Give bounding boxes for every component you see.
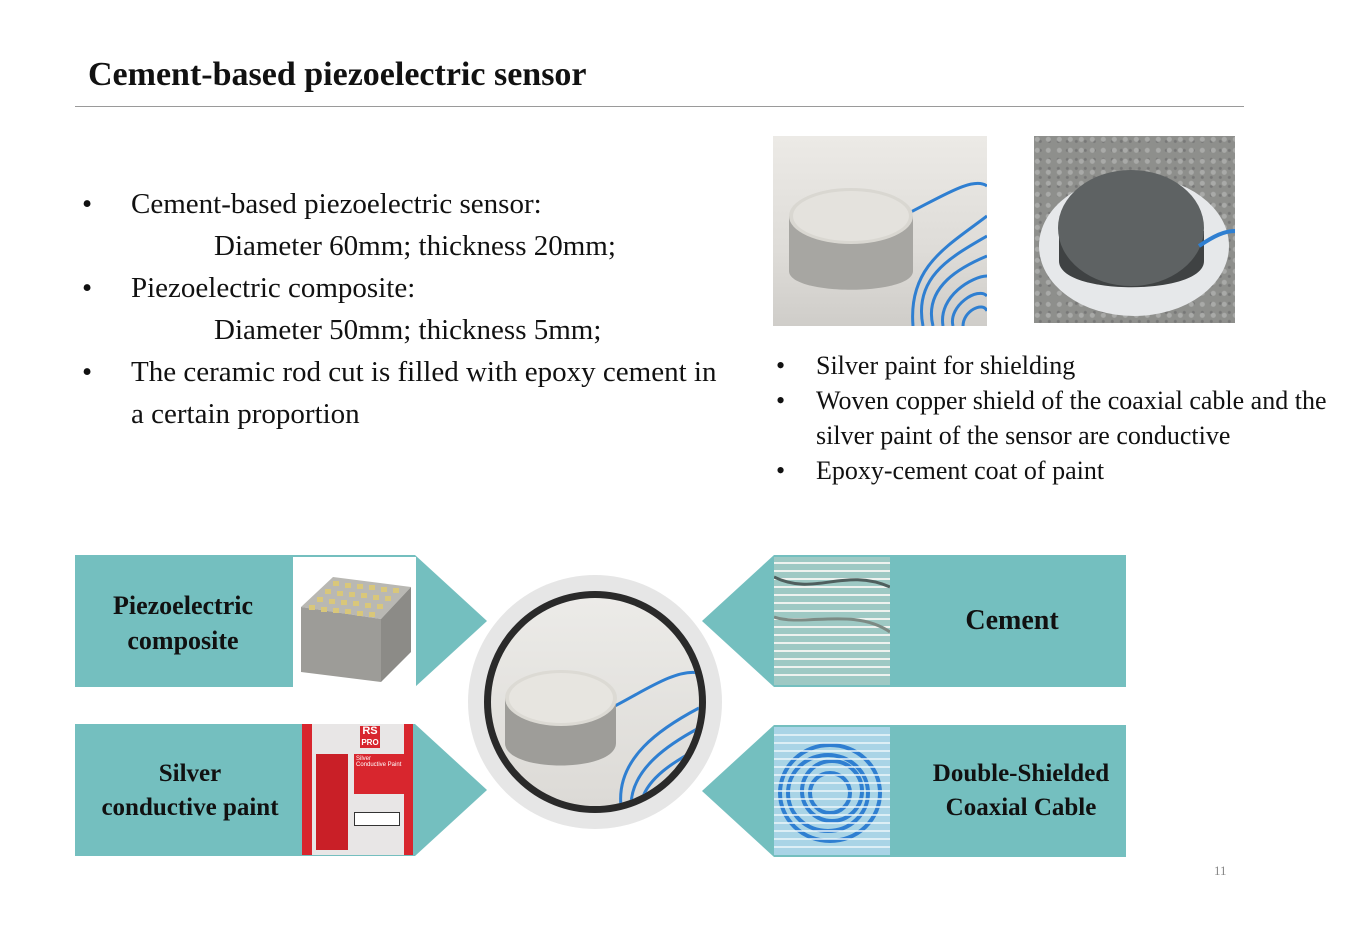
- paint-product-name: Silver Conductive Paint: [354, 754, 404, 794]
- cable-label-line2: Coaxial Cable: [945, 794, 1097, 821]
- sensor-with-cable-photo: [773, 136, 987, 326]
- bullet-text: Piezoelectric composite:: [131, 272, 416, 304]
- cement-photo: [774, 557, 890, 685]
- bullet-item: [78, 267, 718, 351]
- bullet-text: Cement-based piezoelectric sensor:: [131, 188, 542, 220]
- paint-brand-logo: RS PRO: [361, 725, 379, 747]
- embedded-sensor-photo: [1034, 136, 1235, 323]
- bullet-item: [78, 351, 718, 435]
- piezo-label-line2: composite: [127, 626, 239, 655]
- page-number: 11: [1214, 863, 1227, 878]
- silver-label: [85, 757, 295, 825]
- piezo-label-line1: Piezoelectric: [113, 591, 253, 620]
- slide-title: Cement-based piezoelectric sensor: [88, 56, 587, 93]
- bullet-item: • Silver paint for shielding: [772, 348, 1332, 383]
- coaxial-cable-photo: [774, 727, 890, 855]
- center-sensor-photo: [484, 591, 706, 813]
- piezo-label: [85, 588, 281, 658]
- bullet-subtext: Diameter 50mm; thickness 5mm;: [214, 314, 602, 346]
- bullet-item: [78, 183, 718, 267]
- cable-label-line1: Double-Shielded: [932, 760, 1110, 787]
- bullet-text: The ceramic rod cut is filled with epoxy cement in a certain proportion: [131, 356, 717, 430]
- cement-label: Cement: [965, 605, 1059, 636]
- silver-paint-photo: [302, 724, 413, 855]
- piezo-composite-photo: [293, 557, 416, 692]
- bullet-subtext: Diameter 60mm; thickness 20mm;: [214, 230, 616, 262]
- title-divider: [75, 106, 1244, 107]
- silver-label-line2: conductive paint: [101, 794, 279, 821]
- silver-label-line1: Silver: [158, 760, 222, 787]
- right-bullet-list: [772, 348, 1332, 488]
- bullet-item: • Woven copper shield of the coaxial cable and the silver paint of the sensor are conductive: [772, 383, 1332, 453]
- cable-label: [912, 757, 1130, 825]
- left-bullet-list: [78, 183, 718, 435]
- bullet-item: • Epoxy-cement coat of paint: [772, 453, 1332, 488]
